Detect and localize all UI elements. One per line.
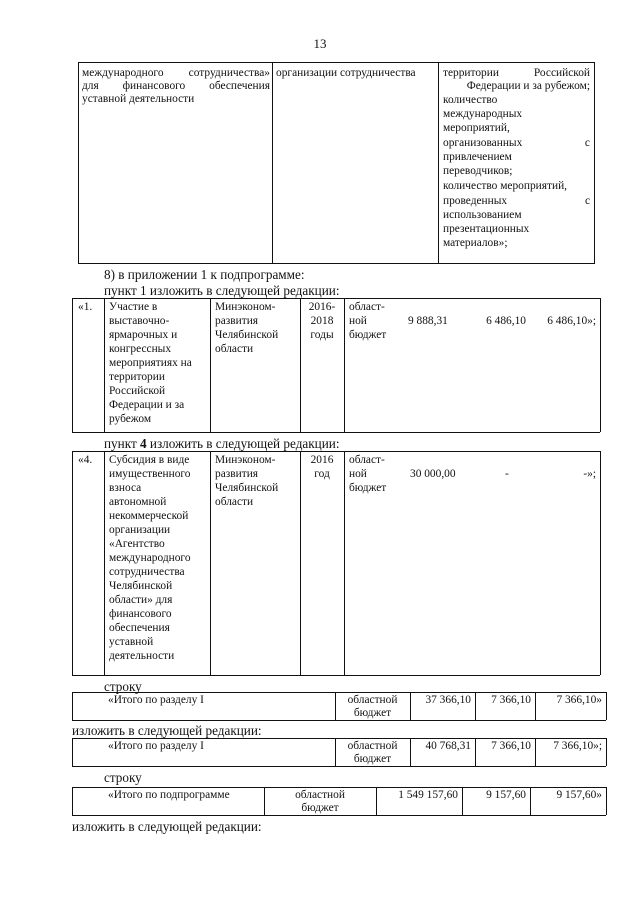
top-col2-text: организации сотрудничества: [276, 67, 416, 79]
row4-value-3: -»;: [583, 468, 596, 480]
row4-name-line: Челябинской: [109, 580, 173, 592]
top-col3-line: территории Российской: [443, 67, 590, 79]
total-value-2: 7 366,10: [491, 694, 531, 706]
top-col3-line: презентационных: [443, 223, 530, 235]
row1-years-line: годы: [310, 329, 334, 341]
row1-source-line: ной: [349, 315, 367, 327]
top-col3-line: количество: [443, 94, 498, 106]
row1-source-line: бюджет: [349, 329, 387, 341]
top-col3-line: использованием: [443, 209, 522, 221]
total-source-line: областной: [347, 740, 398, 752]
row4-source-line: област-: [349, 454, 385, 466]
total-label: «Итого по разделу I: [108, 740, 204, 752]
total-value-1: 40 768,31: [425, 740, 471, 752]
row4-name-line: обеспечения: [109, 622, 170, 634]
total-source-line: бюджет: [353, 753, 392, 765]
total-value-3: 7 366,10»;: [553, 740, 602, 752]
total-value-1: 1 549 157,60: [398, 789, 458, 801]
paragraph-line: изложить в следующей редакции:: [72, 723, 262, 738]
row4-name-line: деятельности: [109, 650, 175, 662]
top-col3-line: материалов»;: [443, 237, 508, 249]
total-label: «Итого по разделу I: [108, 694, 204, 706]
row4-exec-line: Минэконом-: [215, 454, 276, 466]
row1-exec-line: Минэконом-: [215, 301, 276, 313]
row4-exec-line: области: [215, 496, 254, 508]
total-value-3: 7 366,10»: [556, 694, 602, 706]
row1-years-line: 2018: [310, 315, 334, 327]
row1-years-line: 2016-: [308, 301, 336, 313]
row4-value-2: -: [505, 468, 509, 480]
row4-name-line: сотрудничества: [109, 566, 185, 578]
row4-exec-line: развития: [215, 468, 259, 480]
top-col3-line: Федерации и за рубежом;: [466, 80, 590, 92]
paragraph-item-8: 8) в приложении 1 к подпрограмме:: [104, 267, 305, 282]
row4-source-line: бюджет: [349, 482, 387, 494]
row4-name-line: организации: [109, 524, 171, 536]
row4-name-line: взноса: [109, 482, 142, 494]
row4-name-line: уставной: [109, 636, 154, 648]
row1-name-line: выставочно-: [109, 315, 170, 327]
row1-value-2: 6 486,10: [486, 315, 526, 327]
row1-name-line: ярмарочных и: [109, 329, 178, 341]
top-col3-line: международных: [443, 108, 523, 120]
row4-name-line: международного: [109, 552, 191, 564]
row1-name-line: мероприятиях на: [109, 357, 192, 369]
row4-value-total: 30 000,00: [410, 468, 456, 480]
top-col3-line: привлечением: [443, 151, 512, 163]
row4-name-line: финансового: [109, 608, 172, 620]
total-source-line: областной: [295, 789, 345, 801]
top-col3-line: мероприятий,: [443, 122, 510, 134]
top-col1-line: уставной деятельности: [82, 93, 195, 105]
total-value-2: 9 157,60: [486, 789, 526, 801]
total-label: «Итого по подпрограмме: [108, 789, 230, 801]
row4-name-line: области» для: [109, 594, 173, 606]
row4-num: «4.: [78, 454, 93, 466]
row4-name-line: некоммерческой: [109, 510, 189, 522]
row1-exec-line: развития: [215, 315, 259, 327]
total-source-line: бюджет: [353, 707, 392, 719]
row1-exec-line: области: [215, 343, 254, 355]
row4-name-line: имущественного: [109, 468, 191, 480]
row1-num: «1.: [78, 301, 93, 313]
row4-years-line: 2016: [310, 454, 334, 466]
row1-name-line: рубежом: [109, 413, 152, 425]
top-col3-line: проведенных с: [443, 195, 590, 207]
paragraph-line: строку: [104, 679, 142, 694]
total-value-2: 7 366,10: [491, 740, 531, 752]
total-source-line: бюджет: [301, 802, 339, 814]
top-col3-line: количество мероприятий,: [443, 180, 568, 192]
row4-name-line: Субсидия в виде: [109, 454, 190, 466]
total-source-line: областной: [347, 694, 398, 706]
paragraph-line: изложить в следующей редакции:: [72, 819, 262, 834]
top-col1-line: международного сотрудничества»: [82, 67, 270, 79]
row1-name-line: Федерации и за: [109, 399, 185, 411]
row1-value-3: 6 486,10»;: [547, 315, 596, 327]
row1-source-line: област-: [349, 301, 385, 313]
row1-name-line: территории: [109, 371, 165, 383]
page-number: 13: [313, 36, 327, 51]
row4-years-line: год: [314, 468, 330, 480]
top-col3-line: переводчиков;: [443, 165, 513, 177]
row1-exec-line: Челябинской: [215, 329, 279, 341]
top-col1-line: для финансового обеспечения: [82, 80, 270, 92]
row1-name-line: конгрессных: [109, 343, 172, 355]
top-col3-line: организованных с: [443, 137, 590, 149]
paragraph-point-4: пункт 4 изложить в следующей редакции:: [104, 436, 340, 451]
row1-value-total: 9 888,31: [408, 315, 448, 327]
row4-name-line: автономной: [109, 496, 167, 508]
total-value-3: 9 157,60»: [556, 789, 602, 801]
paragraph-point-1: пункт 1 изложить в следующей редакции:: [104, 283, 340, 298]
total-value-1: 37 366,10: [425, 694, 471, 706]
row4-source-line: ной: [349, 468, 367, 480]
row4-name-line: «Агентство: [109, 538, 165, 550]
row4-exec-line: Челябинской: [215, 482, 279, 494]
row1-name-line: Российской: [109, 385, 166, 397]
paragraph-line: строку: [104, 770, 142, 785]
row1-name-line: Участие в: [109, 301, 158, 313]
